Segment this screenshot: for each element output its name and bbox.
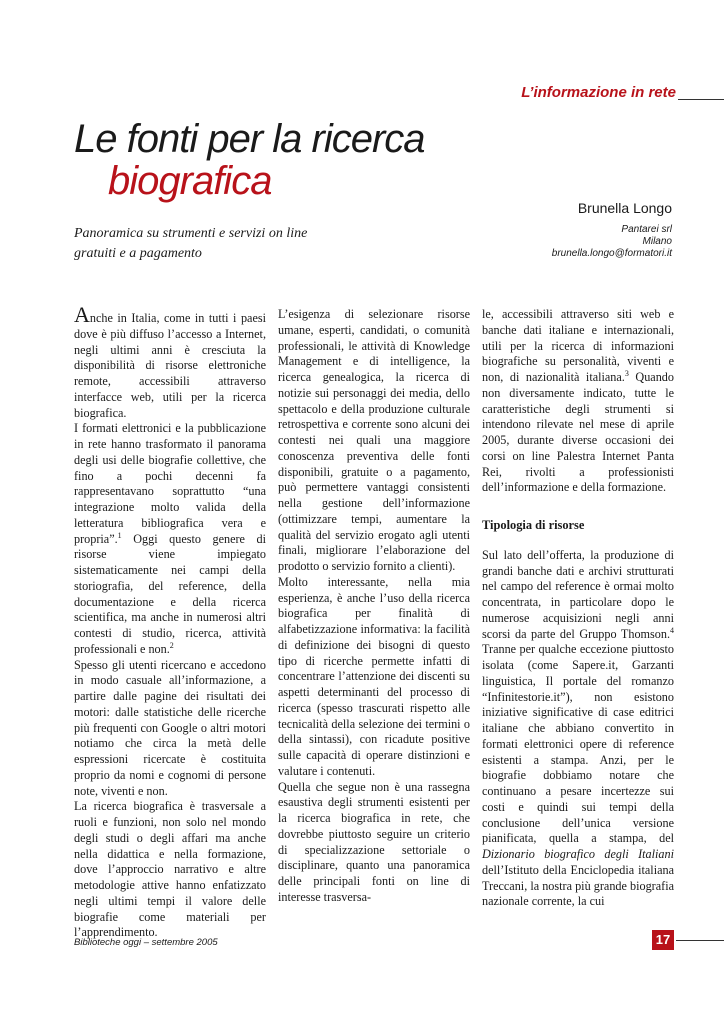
text-column-3 [482, 307, 674, 910]
footer-rule [676, 940, 724, 941]
paragraph: La ricerca biografica è trasversale a ruoli e funzioni, non solo nel mondo degli studi o degli affari ma anche nella didattica e nella formazione, dove l’approccio narrativo e altre metodologie attive hanno enfatizzato negli ultimi tempi il valore delle biografie come materiali per l’apprendimento. [74, 799, 266, 940]
paragraph-text: I formati elettronici e la pubblicazione in rete hanno trasformato il panorama degli usi delle biografie collettive, che fino a pochi decenni fa rappresentavano soprattutto “una integrazione molto valida della letteratura bibliografica vera e propria”. [74, 421, 266, 546]
paragraph: L’esigenza di selezionare risorse umane, esperti, candidati, o comunità professionali, le attività di Knowledge Management e di intelligence, la ricerca genealogica, la ricerca di notizie sui personaggi dei media, dello spettacolo e della produzione culturale retrospettiva e corrente sono alcuni dei contesti nei quali una maggiore conoscenza preventiva delle fonti disponibili, gratuite o a pagamento, può permettere vantaggi consistenti nella gestione dell’informazione (ottimizzare tempi, aumentare la qualità del servizio erogato agli utenti finali, migliorare l’elaborazione del prodotto o servizio fornito a clienti). [278, 307, 470, 573]
italic-title: Dizionario biografico degli Italiani [482, 847, 674, 861]
subtitle-line2: gratuiti e a pagamento [74, 246, 202, 261]
text-column-1 [74, 302, 266, 941]
author-affiliation [552, 224, 672, 260]
footnote-ref[interactable]: 3 [624, 368, 629, 378]
section-title: L’informazione in rete [521, 84, 676, 101]
paragraph [482, 307, 674, 496]
paragraph-text: Tranne per qualche eccezione piuttosto isolata (come Sapere.it, Garzanti linguistica, Il portale del romanzo “Infinitestorie.it”), non esistono iniziative significative di case editrici italiane che abbiano convertito in formati elettronici opere di reference esistenti a stampa. Anzi, per le biografie dobbiamo notare che continuano a pesare incertezze sui costi e quindi sui tempi della conclusione dell’unica versione pianificata, quella a stampa, del [482, 642, 674, 846]
affiliation-company: Pantarei srl [621, 224, 672, 235]
article-title-line2: biografica [108, 159, 272, 203]
author-name: Brunella Longo [577, 200, 672, 216]
article-subtitle [74, 224, 307, 264]
section-subheading: Tipologia di risorse [482, 518, 585, 532]
paragraph: Molto interessante, nella mia esperienza, è anche l’uso della ricerca biografica per finalità di alfabetizzazione informativa: la facilità di definizione dei bisogni di questo tipo di ricerche permette infatti di concentrare l’attenzione dei discenti su aspetti determinanti del processo di ricerca (spesso trascurati rispetto alle tecnicalità della selezione dei termini o della sintassi), con ricadute positive sulle capacità di operare distinzioni e valutare i contenuti. [278, 574, 470, 778]
footnote-ref[interactable]: 1 [117, 530, 122, 540]
paragraph-text: Quando non diversamente indicato, tutte le caratteristiche degli strumenti si intendono rilevate nel mese di aprile 2005, durante diverse occasioni dei corsi on line Palestra Internet Panta Rei, rivolti a professionisti dell’informazione e della formazione. [482, 370, 674, 495]
journal-footer: Biblioteche oggi – settembre 2005 [74, 937, 218, 948]
paragraph-text: Oggi questo genere di risorse viene impiegato sistematicamente nei campi della storiografia, del reference, della documentazione e della ricerca scientifica, ma anche in numerosi altri contesti di studio, ricerca, attività professionali e non. [74, 531, 266, 656]
paragraph: Spesso gli utenti ricercano e accedono in modo casuale all’informazione, a partire dalle pagine dei risultati dei motori: dalle statistiche delle ricerche più frequenti con Google o altri motori notiamo che circa la metà delle espressioni ricercate è costituita proprio da nomi e cognomi di persone note, viventi e non. [74, 657, 266, 798]
paragraph [482, 548, 674, 910]
author-email[interactable]: brunella.longo@formatori.it [551, 248, 672, 259]
paragraph-text: dell’Istituto della Enciclopedia italiana Treccani, la nostra più grande biografia nazionale corrente, la cui [482, 862, 674, 909]
subtitle-line1: Panoramica su strumenti e servizi on line [74, 226, 308, 241]
paragraph-text: le, accessibili attraverso siti web e banche dati italiane e internazionali, utili per la ricerca di informazioni biografiche su personalità, viventi e non, di nazionalità italiana. [482, 307, 674, 384]
footnote-ref[interactable]: 4 [670, 625, 674, 635]
text-column-2 [278, 307, 470, 906]
section-rule [678, 99, 724, 100]
paragraph-text: Sul lato dell’offerta, la produzione di grandi banche dati e archivi strutturati nel campo del reference è ormai molto concentrata, in particolare dopo le numerose acquisizioni negli anni scorsi da parte del Gruppo Thomson. [482, 547, 674, 641]
page-number: 17 [652, 930, 674, 950]
drop-cap: A [74, 302, 90, 327]
paragraph [74, 421, 266, 657]
paragraph: Quella che segue non è una rassegna esaustiva degli strumenti esistenti per la ricerca biografica in rete, che dovrebbe piuttosto seguire un criterio di specializzazione settoriale o disciplinare, quanto una panoramica delle principali fonti on line di interesse trasversa- [278, 779, 470, 904]
article-title-line1: Le fonti per la ricerca [74, 117, 425, 161]
paragraph-text: nche in Italia, come in tutti i paesi dove è più diffuso l’accesso a Internet, negli ultimi anni è cresciuta la disponibilità di risorse elettroniche remote, accessibili attraverso interfacce web, utili per la ricerca biografica. [74, 311, 266, 420]
affiliation-city: Milano [642, 236, 672, 247]
paragraph [74, 302, 266, 421]
footnote-ref[interactable]: 2 [169, 640, 174, 650]
